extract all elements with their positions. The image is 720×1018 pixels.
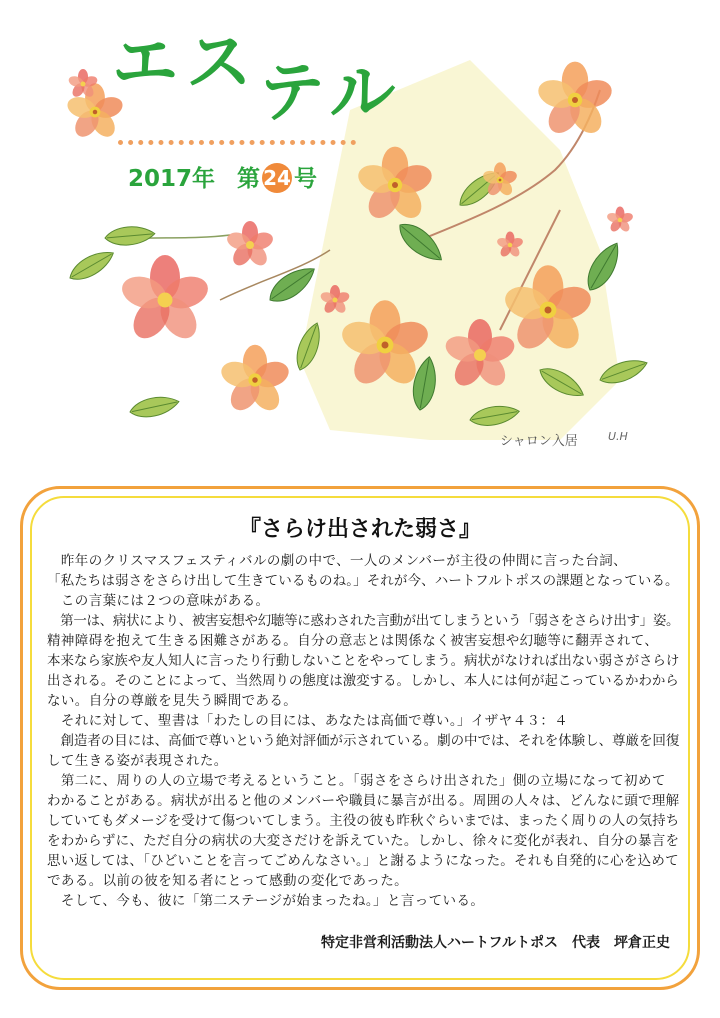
- article-line: 出される。そのことによって、当然周りの態度は激変する。しかし、本人には何が起こっているかわから: [47, 673, 679, 689]
- article-line: それに対して、聖書は「わたしの目には、あなたは高価で尊い。」イザヤ４３：４: [47, 713, 569, 729]
- article-line: 思い返しては、「ひどいことを言ってごめんなさい。」と謝るようになった。それも自発的に心を込めて: [47, 853, 679, 869]
- newsletter-title: [112, 24, 404, 131]
- article-line: 第二に、周りの人の立場で考えるということ。「弱さをさらけ出された」側の立場になって初めて: [47, 773, 666, 789]
- masthead: [0, 0, 720, 470]
- article-line: この言葉には２つの意味がある。: [47, 593, 270, 609]
- issue-label: [128, 160, 317, 193]
- article-line: ない。自分の尊厳を見失う瞬間である。: [47, 693, 298, 709]
- issue-number-badge: 24: [262, 163, 292, 193]
- article-line: 第一は、病状により、被害妄想や幻聴等に惑わされた言動が出てしまうという「弱さをさらけ出す」姿。: [47, 613, 680, 629]
- issue-suffix: 号: [294, 166, 318, 192]
- issue-year-unit: 年: [192, 166, 216, 192]
- article-line: 「私たちは弱さをさらけ出して生きているものね。」それが今、ハートフルトポスの課題となっている。: [47, 573, 679, 589]
- article-line: していてもダメージを受けて傷ついてしまう。主役の彼も昨秋ぐらいまでは、まったく周りの人の気持ち: [47, 813, 680, 829]
- issue-prefix: 第: [237, 166, 261, 192]
- article-line: 本来なら家族や友人知人に言ったり行動しないことをやってしまう。病状がなければ出ない弱さがさらけ: [47, 653, 680, 669]
- article-line: わかることがある。病状が出ると他のメンバーや職員に暴言が出る。周囲の人々は、どんなに頭で理解: [47, 793, 680, 809]
- article-line: 精神障碍を抱えて生きる困難さがある。自分の意志とは関係なく被害妄想や幻聴等に翻弄されて、: [47, 633, 659, 649]
- title-part-1: エス: [112, 24, 259, 101]
- article-title: 『さらけ出された弱さ』: [238, 516, 481, 542]
- article-line: 昨年のクリスマスフェスティバルの劇の中で、一人のメンバーが主役の仲間に言った台詞、: [47, 553, 628, 569]
- illustration-caption: シャロン入居: [500, 434, 578, 449]
- artist-initials: U.H: [608, 430, 628, 443]
- dotted-divider: [118, 140, 356, 145]
- author-signature: 特定非営利活動法人ハートフルトポス 代表 坪倉正史: [320, 935, 670, 951]
- article-line: して生きる姿が表現された。: [47, 753, 228, 769]
- title-part-2: テル: [258, 54, 404, 131]
- issue-year: 2017: [128, 166, 193, 192]
- article-line: 創造者の目には、高価で尊いという絶対評価が示されている。劇の中では、それを体験し、尊厳を回復: [47, 733, 680, 749]
- article-line: をわからずに、ただ自分の病状の大変さだけを訴えていた。しかし、徐々に変化が表れ、自分の暴言を: [47, 833, 680, 849]
- article-line: そして、今も、彼に「第二ステージが始まったね。」と言っている。: [47, 893, 485, 909]
- article-line: である。以前の彼を知る者にとって感動の変化であった。: [47, 873, 408, 889]
- article-body: [47, 551, 679, 911]
